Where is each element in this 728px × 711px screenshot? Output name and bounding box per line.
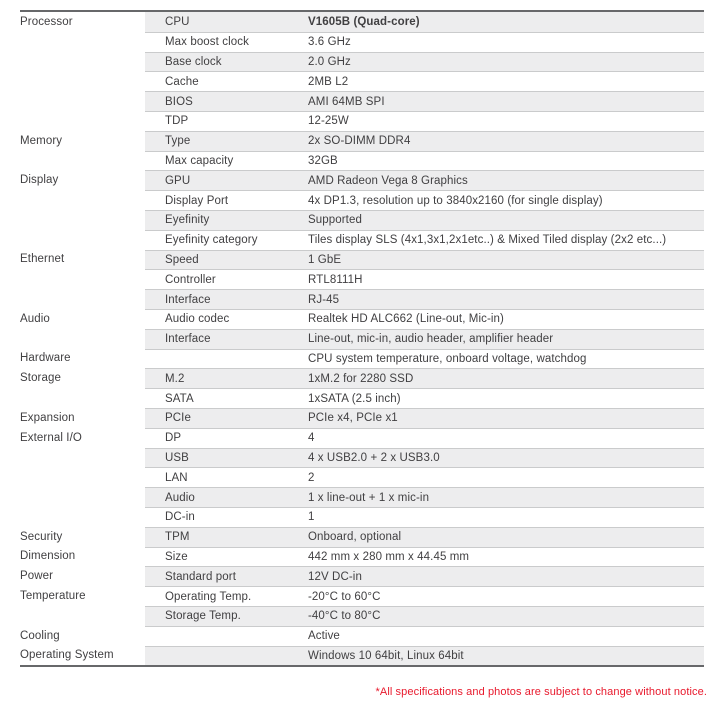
category-cell: Operating System bbox=[20, 649, 114, 662]
table-row bbox=[20, 111, 704, 131]
spec-value: V1605B (Quad-core) bbox=[308, 15, 420, 28]
table-row bbox=[20, 309, 704, 329]
category-cell bbox=[20, 91, 145, 111]
category-cell bbox=[20, 448, 145, 468]
category-cell bbox=[20, 230, 145, 250]
table-row bbox=[20, 52, 704, 72]
spec-cells bbox=[145, 646, 704, 666]
category-cell: Hardware bbox=[20, 352, 71, 365]
spec-cells bbox=[145, 52, 704, 72]
table-row bbox=[20, 606, 704, 626]
spec-value: 4 x USB2.0 + 2 x USB3.0 bbox=[308, 451, 440, 464]
spec-value: 2.0 GHz bbox=[308, 55, 351, 68]
table-row bbox=[20, 269, 704, 289]
spec-cells bbox=[145, 527, 704, 547]
spec-label: USB bbox=[165, 451, 189, 464]
spec-cells bbox=[145, 448, 704, 468]
spec-cells bbox=[145, 408, 704, 428]
spec-cells bbox=[145, 566, 704, 586]
spec-cells bbox=[145, 32, 704, 52]
table-row bbox=[20, 448, 704, 468]
spec-label: Storage Temp. bbox=[165, 610, 241, 623]
spec-cells bbox=[145, 626, 704, 646]
spec-label: Type bbox=[165, 135, 191, 148]
category-cell bbox=[20, 210, 145, 230]
spec-cells bbox=[145, 269, 704, 289]
spec-label: Controller bbox=[165, 273, 216, 286]
table-row bbox=[20, 289, 704, 309]
category-cell: Audio bbox=[20, 312, 50, 325]
spec-label: Audio codec bbox=[165, 313, 230, 326]
spec-value: RJ-45 bbox=[308, 293, 340, 306]
spec-cells bbox=[145, 250, 704, 270]
spec-label: LAN bbox=[165, 471, 188, 484]
spec-value: Active bbox=[308, 630, 340, 643]
spec-label: Operating Temp. bbox=[165, 590, 252, 603]
spec-cells bbox=[145, 428, 704, 448]
category-cell bbox=[20, 111, 145, 131]
category-cell: Memory bbox=[20, 134, 63, 147]
table-row bbox=[20, 12, 704, 32]
spec-value: 1xSATA (2.5 inch) bbox=[308, 392, 401, 405]
spec-label: Max capacity bbox=[165, 154, 234, 167]
table-row bbox=[20, 190, 704, 210]
table-row bbox=[20, 329, 704, 349]
table-row bbox=[20, 566, 704, 586]
category-cell: Storage bbox=[20, 372, 61, 385]
spec-label: Speed bbox=[165, 253, 199, 266]
category-cell: Security bbox=[20, 530, 63, 543]
table-row bbox=[20, 32, 704, 52]
spec-table bbox=[20, 10, 704, 667]
category-cell bbox=[20, 329, 145, 349]
category-cell bbox=[20, 606, 145, 626]
spec-value: Tiles display SLS (4x1,3x1,2x1etc..) & Mixed Tiled display (2x2 etc...) bbox=[308, 234, 667, 247]
spec-cells bbox=[145, 547, 704, 567]
spec-label: DC-in bbox=[165, 511, 195, 524]
spec-cells bbox=[145, 71, 704, 91]
table-row bbox=[20, 388, 704, 408]
spec-label: BIOS bbox=[165, 95, 193, 108]
table-row bbox=[20, 428, 704, 448]
table-row bbox=[20, 230, 704, 250]
spec-label: Eyefinity category bbox=[165, 234, 258, 247]
spec-label: Standard port bbox=[165, 570, 236, 583]
spec-label: Max boost clock bbox=[165, 36, 249, 49]
spec-value: AMD Radeon Vega 8 Graphics bbox=[308, 174, 468, 187]
spec-label: Size bbox=[165, 550, 188, 563]
spec-value: PCIe x4, PCIe x1 bbox=[308, 412, 398, 425]
table-row bbox=[20, 250, 704, 270]
category-cell: Cooling bbox=[20, 629, 60, 642]
spec-label: GPU bbox=[165, 174, 191, 187]
table-row bbox=[20, 151, 704, 171]
category-cell: Dimension bbox=[20, 550, 76, 563]
table-row bbox=[20, 131, 704, 151]
category-cell bbox=[20, 388, 145, 408]
spec-value: AMI 64MB SPI bbox=[308, 95, 385, 108]
category-cell: Expansion bbox=[20, 411, 75, 424]
spec-label: Cache bbox=[165, 75, 199, 88]
spec-label: Display Port bbox=[165, 194, 229, 207]
spec-value: Supported bbox=[308, 214, 362, 227]
spec-value: RTL8111H bbox=[308, 273, 363, 286]
spec-value: 1 GbE bbox=[308, 253, 342, 266]
table-row bbox=[20, 586, 704, 606]
table-row bbox=[20, 467, 704, 487]
footnote: *All specifications and photos are subject to change without notice. bbox=[375, 686, 707, 698]
spec-label: Base clock bbox=[165, 55, 222, 68]
spec-value: 1xM.2 for 2280 SSD bbox=[308, 372, 414, 385]
spec-cells bbox=[145, 606, 704, 626]
spec-value: Windows 10 64bit, Linux 64bit bbox=[308, 649, 464, 662]
table-row bbox=[20, 626, 704, 646]
spec-cells bbox=[145, 190, 704, 210]
spec-label: Interface bbox=[165, 333, 211, 346]
table-row bbox=[20, 507, 704, 527]
spec-label: Eyefinity bbox=[165, 214, 210, 227]
table-row bbox=[20, 210, 704, 230]
spec-value: Line-out, mic-in, audio header, amplifier header bbox=[308, 333, 554, 346]
spec-cells bbox=[145, 467, 704, 487]
spec-cells bbox=[145, 170, 704, 190]
spec-label: CPU bbox=[165, 15, 190, 28]
category-cell bbox=[20, 32, 145, 52]
spec-value: 2x SO-DIMM DDR4 bbox=[308, 135, 411, 148]
category-cell: Ethernet bbox=[20, 253, 65, 266]
spec-cells bbox=[145, 210, 704, 230]
category-cell bbox=[20, 289, 145, 309]
spec-value: Realtek HD ALC662 (Line-out, Mic-in) bbox=[308, 313, 504, 326]
category-cell bbox=[20, 52, 145, 72]
category-cell: Temperature bbox=[20, 590, 86, 602]
spec-cells bbox=[145, 487, 704, 507]
spec-label: TDP bbox=[165, 115, 189, 128]
category-cell: Processor bbox=[20, 15, 73, 28]
spec-cells bbox=[145, 91, 704, 111]
spec-value: 12V DC-in bbox=[308, 570, 362, 583]
spec-cells bbox=[145, 586, 704, 606]
spec-label: DP bbox=[165, 432, 182, 445]
table-row bbox=[20, 368, 704, 388]
spec-value: CPU system temperature, onboard voltage, watchdog bbox=[308, 352, 587, 365]
spec-label: Interface bbox=[165, 293, 211, 306]
table-row bbox=[20, 547, 704, 567]
spec-value: 12-25W bbox=[308, 115, 349, 128]
spec-value: 2 bbox=[308, 471, 315, 484]
category-cell bbox=[20, 71, 145, 91]
spec-label: TPM bbox=[165, 531, 190, 544]
spec-cells bbox=[145, 131, 704, 151]
table-row bbox=[20, 91, 704, 111]
table-row bbox=[20, 408, 704, 428]
spec-cells bbox=[145, 349, 704, 369]
spec-value: -20°C to 60°C bbox=[308, 590, 381, 603]
table-row bbox=[20, 487, 704, 507]
spec-cells bbox=[145, 388, 704, 408]
spec-cells bbox=[145, 111, 704, 131]
spec-value: 4 bbox=[308, 432, 315, 445]
table-row bbox=[20, 170, 704, 190]
spec-cells bbox=[145, 368, 704, 388]
spec-value: 1 bbox=[308, 511, 315, 524]
spec-cells bbox=[145, 230, 704, 250]
spec-value: 3.6 GHz bbox=[308, 36, 351, 49]
spec-value: 442 mm x 280 mm x 44.45 mm bbox=[308, 550, 470, 563]
spec-value: 32GB bbox=[308, 154, 338, 167]
table-row bbox=[20, 349, 704, 369]
table-row bbox=[20, 71, 704, 91]
category-cell: External I/O bbox=[20, 431, 82, 444]
category-cell bbox=[20, 190, 145, 210]
table-row bbox=[20, 527, 704, 547]
spec-label: PCIe bbox=[165, 412, 191, 425]
spec-label: M.2 bbox=[165, 372, 185, 385]
category-cell bbox=[20, 487, 145, 507]
spec-cells bbox=[145, 507, 704, 527]
spec-cells bbox=[145, 309, 704, 329]
category-cell bbox=[20, 151, 145, 171]
category-cell: Display bbox=[20, 174, 59, 187]
spec-cells bbox=[145, 329, 704, 349]
spec-value: Onboard, optional bbox=[308, 531, 402, 544]
spec-label: SATA bbox=[165, 392, 194, 405]
spec-value: 1 x line-out + 1 x mic-in bbox=[308, 491, 430, 504]
spec-cells bbox=[145, 151, 704, 171]
spec-value: 4x DP1.3, resolution up to 3840x2160 (for single display) bbox=[308, 194, 603, 207]
spec-value: 2MB L2 bbox=[308, 75, 349, 88]
table-row bbox=[20, 646, 704, 666]
category-cell bbox=[20, 467, 145, 487]
category-cell bbox=[20, 507, 145, 527]
spec-cells bbox=[145, 12, 704, 32]
spec-cells bbox=[145, 289, 704, 309]
spec-label: Audio bbox=[165, 491, 195, 504]
category-cell: Power bbox=[20, 570, 54, 583]
category-cell bbox=[20, 269, 145, 289]
spec-value: -40°C to 80°C bbox=[308, 610, 381, 623]
